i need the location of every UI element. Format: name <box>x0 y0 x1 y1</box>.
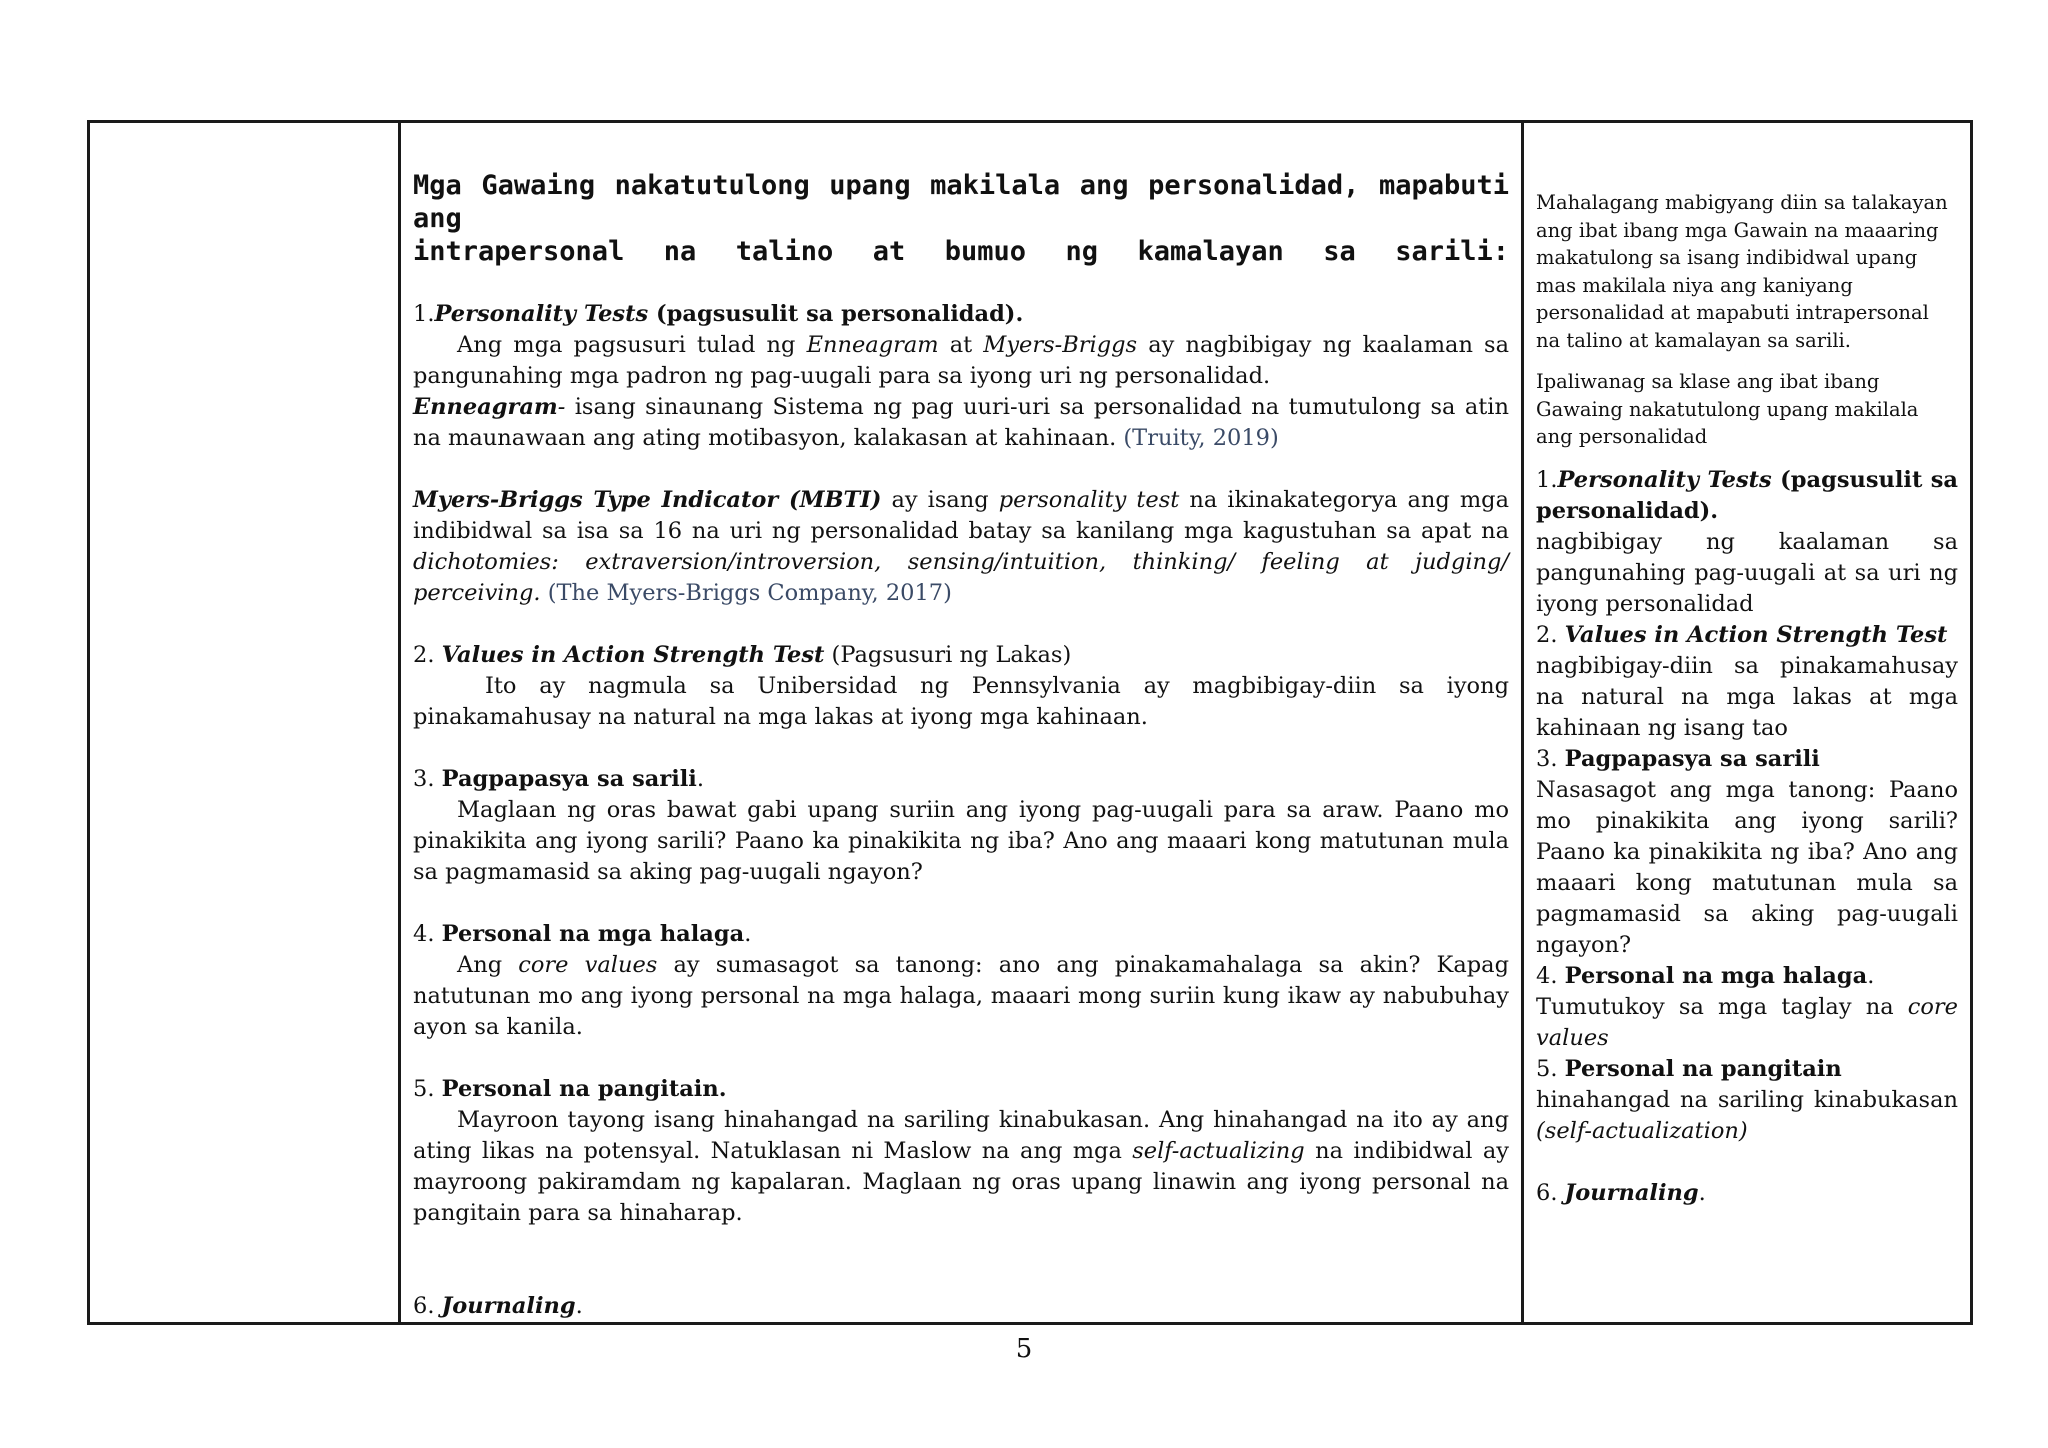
main-content <box>401 123 1521 1322</box>
content-cell <box>400 122 1523 1324</box>
item1-title-text: Personality Tests <box>434 301 649 327</box>
enneagram-citation: (Truity, 2019) <box>1123 425 1279 451</box>
page-number: 5 <box>1015 1334 1033 1364</box>
item6-title-text: Journaling <box>441 1293 576 1319</box>
item2-paragraph: Ito ay nagmula sa Unibersidad ng Pennsylvania ay magbibigay-diin sa iyong pinakamahusay na natural na mga lakas at iyong mga kahinaan. <box>413 673 1509 730</box>
section-heading-line2: intrapersonal na talino at bumuo ng kamalayan sa sarili: <box>413 236 1509 267</box>
side-item4-title: 4. Personal na mga halaga. <box>1536 962 1875 989</box>
item5-title-text: Personal na pangitain. <box>441 1076 727 1102</box>
item5-title: 5. Personal na pangitain. <box>413 1076 727 1102</box>
teacher-notes <box>1524 123 1970 1209</box>
item4-title: 4. Personal na mga halaga. <box>413 921 752 947</box>
side-item5-title: 5. Personal na pangitain <box>1536 1055 1842 1082</box>
side-item6-title: 6. Journaling. <box>1536 1179 1706 1206</box>
item3-title: 3. Pagpapasya sa sarili. <box>413 766 705 792</box>
section-heading-line1: Mga Gawaing nakatutulong upang makilala ang personalidad, mapabuti ang <box>413 170 1509 234</box>
item2-title: 2. Values in Action Strength Test (Pagsusuri ng Lakas) <box>413 642 1072 668</box>
lesson-table <box>87 120 1973 1325</box>
item1-number: 1. <box>413 301 435 327</box>
note-explain: Ipaliwanag sa klase ang ibat ibang Gawaing nakatutulong upang makilala ang personalidad <box>1536 370 1919 448</box>
note-emphasis: Mahalagang mabigyang diin sa talakayan ang ibat ibang mga Gawain na maaaring makatulong sa isang indibidwal upang mas makilala niya ang kaniyang personalidad at mapabuti intrapersonal na talino at kamalayan sa sarili. <box>1536 191 1948 352</box>
side-item2-title: 2. Values in Action Strength Test <box>1536 621 1948 648</box>
item5-paragraph: Mayroon tayong isang hinahangad na sariling kinabukasan. Ang hinahangad na ito ay ang ating likas na potensyal. Natuklasan ni Maslow na ang mga self-actualizing na indibidwal ay mayroong pakiramdam ng kapalaran. Maglaan ng oras upang linawin ang iyong personal na pangitain para sa hinaharap. <box>413 1107 1509 1226</box>
side-item3-body: Nasasagot ang mga tanong: Paano mo pinakikita ang iyong sarili? Paano ka pinakikita ng iba? Ano ang maaari kong matutunan mula sa pagmamasid sa aking pag-uugali ngayon? <box>1536 776 1958 958</box>
table-row <box>89 122 1972 1324</box>
side-item3-title: 3. Pagpapasya sa sarili <box>1536 745 1820 772</box>
item3-title-text: Pagpapasya sa sarili <box>441 766 697 792</box>
item4-paragraph: Ang core values ay sumasagot sa tanong: ano ang pinakamahalaga sa akin? Kapag natutunan mo ang iyong personal na mga halaga, maaari mong suriin kung ikaw ay nabubuhay ayon sa kanila. <box>413 952 1510 1040</box>
mbti-citation: (The Myers-Briggs Company, 2017) <box>540 580 952 606</box>
item6-title: 6. Journaling. <box>413 1293 583 1319</box>
left-empty-cell <box>89 122 400 1324</box>
item1-subtitle: (pagsusulit sa personalidad). <box>648 301 1024 327</box>
mbti-term: Myers-Briggs Type Indicator (MBTI) <box>413 487 882 513</box>
side-item2-body: nagbibigay-diin sa pinakamahusay na natural na mga lakas at mga kahinaan ng isang tao <box>1536 652 1958 741</box>
item3-paragraph: Maglaan ng oras bawat gabi upang suriin ang iyong pag-uugali para sa araw. Paano mo pinakikita ang iyong sarili? Paano ka pinakikita ng iba? Ano ang maaari kong matutunan mula sa pagmamasid sa aking pag-uugali ngayon? <box>413 797 1509 885</box>
item1-paragraph: Ang mga pagsusuri tulad ng Enneagram at Myers-Briggs ay nagbibigay ng kaalaman sa pangunahing mga padron ng pag-uugali para sa iyong uri ng personalidad. <box>413 332 1510 389</box>
side-item4-body: Tumutukoy sa mga taglay na core values <box>1536 993 1958 1051</box>
item1-title <box>413 299 1509 330</box>
side-item5-body: hinahangad na sariling kinabukasan (self-actualization) <box>1536 1086 1958 1144</box>
mbti-paragraph: Myers-Briggs Type Indicator (MBTI) ay isang personality test na ikinakategorya ang mga indibidwal sa isa sa 16 na uri ng personalidad batay sa kanilang mga kagustuhan sa apat na dichotomies: extraversion/introversion, sensing/intuition, thinking/ feeling at judging/ perceiving. (The Myers-Briggs Company, 2017) <box>413 487 1509 606</box>
item2-title-text: Values in Action Strength Test <box>441 642 825 668</box>
teacher-notes-cell <box>1523 122 1972 1324</box>
enneagram-term: Enneagram <box>413 394 558 420</box>
enneagram-paragraph: Enneagram- isang sinaunang Sistema ng pag uuri-uri sa personalidad na tumutulong sa atin na maunawaan ang ating motibasyon, kalakasan at kahinaan. (Truity, 2019) <box>413 394 1509 451</box>
side-item1-title: 1.Personality Tests (pagsusulit sa personalidad). <box>1536 466 1958 524</box>
item4-title-text: Personal na mga halaga <box>441 921 745 947</box>
side-item1-body: nagbibigay ng kaalaman sa pangunahing pag-uugali at sa uri ng iyong personalidad <box>1536 528 1958 617</box>
